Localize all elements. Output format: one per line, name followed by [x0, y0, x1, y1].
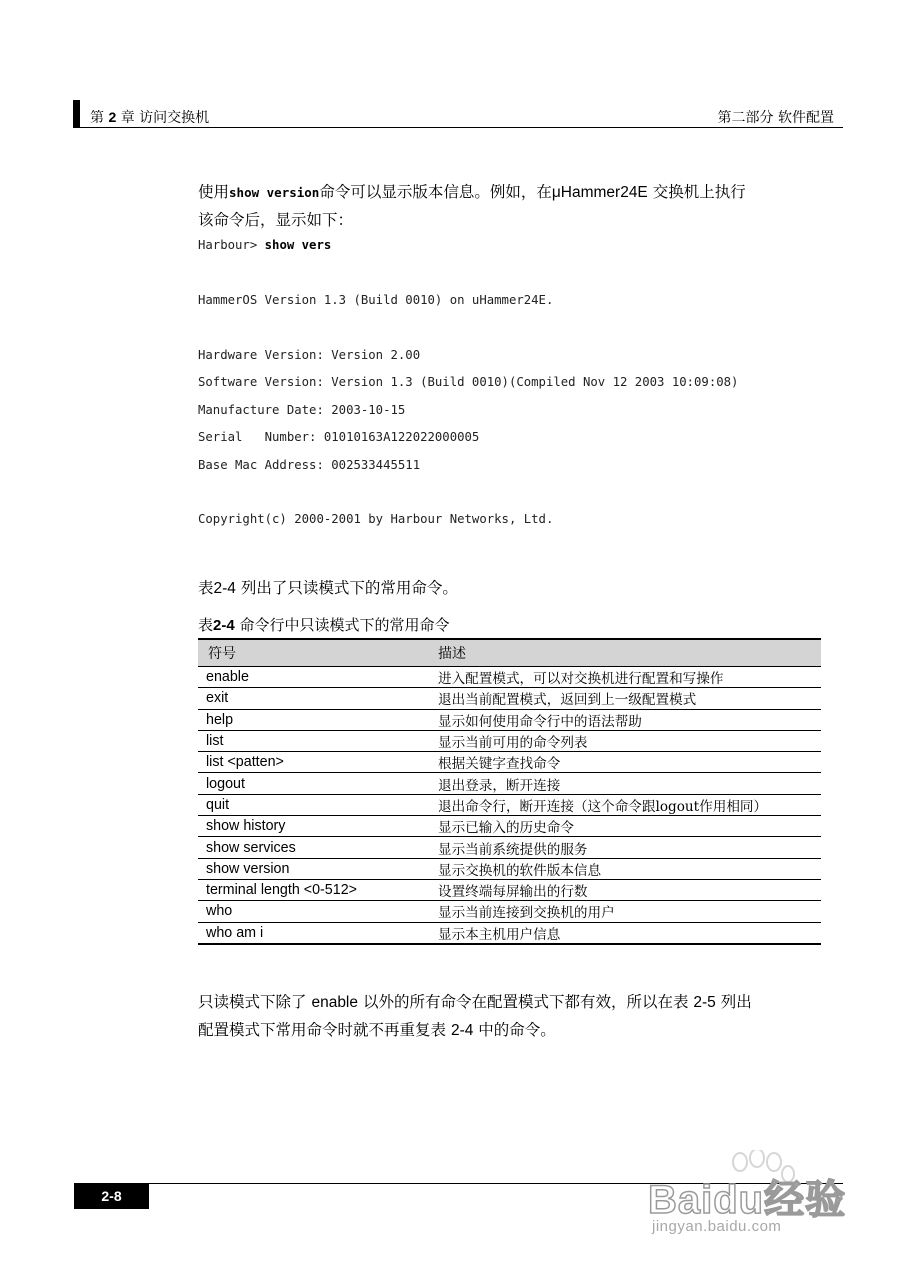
table-row — [198, 794, 821, 815]
description-cell: 显示当前系统提供的服务 — [428, 837, 821, 858]
command-cell: show services — [198, 837, 428, 858]
table-caption: 表2-4 命令行中只读模式下的常用命令 — [198, 616, 450, 634]
table-row — [198, 901, 821, 922]
description-cell: 显示如何使用命令行中的语法帮助 — [428, 709, 821, 730]
description-cell: 退出当前配置模式，返回到上一级配置模式 — [428, 688, 821, 709]
console-line: Software Version: Version 1.3 (Build 0010)(Compiled Nov 12 2003 10:09:08) — [198, 375, 739, 389]
table-row — [198, 879, 821, 900]
description-cell: 退出登录，断开连接 — [428, 773, 821, 794]
command-cell: quit — [198, 794, 428, 815]
description-cell: 显示当前连接到交换机的用户 — [428, 901, 821, 922]
description-cell: 进入配置模式，可以对交换机进行配置和写操作 — [428, 667, 821, 688]
description-cell: 显示交换机的软件版本信息 — [428, 858, 821, 879]
command-table — [198, 638, 821, 945]
command-cell: who — [198, 901, 428, 922]
console-line: Serial Number: 01010163A122022000005 — [198, 430, 480, 444]
command-cell: enable — [198, 667, 428, 688]
intro-line-1: 使用show version命令可以显示版本信息。例如，在μHammer24E 交换机上执行 — [198, 183, 746, 201]
chapter-title: 第 2 章 访问交换机 — [90, 109, 210, 126]
table-intro: 表2-4 列出了只读模式下的常用命令。 — [198, 579, 458, 597]
table-row — [198, 922, 821, 944]
description-cell: 退出命令行，断开连接（这个命令跟logout作用相同） — [428, 794, 821, 815]
table-header-row — [198, 639, 821, 667]
watermark-brand: Baidu经验 — [648, 1178, 847, 1222]
command-cell: terminal length <0-512> — [198, 879, 428, 900]
console-line: Manufacture Date: 2003-10-15 — [198, 403, 406, 417]
closing-line-2: 配置模式下常用命令时就不再重复表 2-4 中的命令。 — [198, 1021, 556, 1039]
table-row — [198, 752, 821, 773]
console-line: Base Mac Address: 002533445511 — [198, 458, 421, 472]
header-rule — [73, 127, 843, 128]
console-line: Copyright(c) 2000-2001 by Harbour Networks, Ltd. — [198, 512, 554, 526]
intro-line-2: 该命令后，显示如下： — [198, 211, 354, 229]
description-cell: 设置终端每屏输出的行数 — [428, 879, 821, 900]
description-cell: 根据关键字查找命令 — [428, 752, 821, 773]
table-row — [198, 730, 821, 751]
header-bar — [73, 100, 80, 128]
table-row — [198, 688, 821, 709]
command-cell: list <patten> — [198, 752, 428, 773]
command-cell: help — [198, 709, 428, 730]
inline-command: show version — [229, 185, 320, 200]
command-cell: who am i — [198, 922, 428, 944]
table-row — [198, 816, 821, 837]
description-cell: 显示本主机用户信息 — [428, 922, 821, 944]
command-cell: show history — [198, 816, 428, 837]
table-row — [198, 858, 821, 879]
console-line: Hardware Version: Version 2.00 — [198, 348, 421, 362]
page-number: 2-8 — [74, 1183, 149, 1209]
column-header-description: 描述 — [428, 639, 821, 667]
description-cell: 显示当前可用的命令列表 — [428, 730, 821, 751]
section-title: 第二部分 软件配置 — [717, 110, 834, 126]
closing-line-1: 只读模式下除了 enable 以外的所有命令在配置模式下都有效，所以在表 2-5 列出 — [198, 993, 752, 1011]
table-row — [198, 773, 821, 794]
column-header-symbol: 符号 — [198, 639, 428, 667]
table-row — [198, 667, 821, 688]
command-cell: logout — [198, 773, 428, 794]
table-row — [198, 837, 821, 858]
description-cell: 显示已输入的历史命令 — [428, 816, 821, 837]
watermark-url: jingyan.baidu.com — [652, 1218, 782, 1235]
console-prompt-line: Harbour> show vers — [198, 238, 332, 252]
table-row — [198, 709, 821, 730]
command-cell: list — [198, 730, 428, 751]
command-cell: exit — [198, 688, 428, 709]
console-line: HammerOS Version 1.3 (Build 0010) on uHammer24E. — [198, 293, 554, 307]
command-cell: show version — [198, 858, 428, 879]
